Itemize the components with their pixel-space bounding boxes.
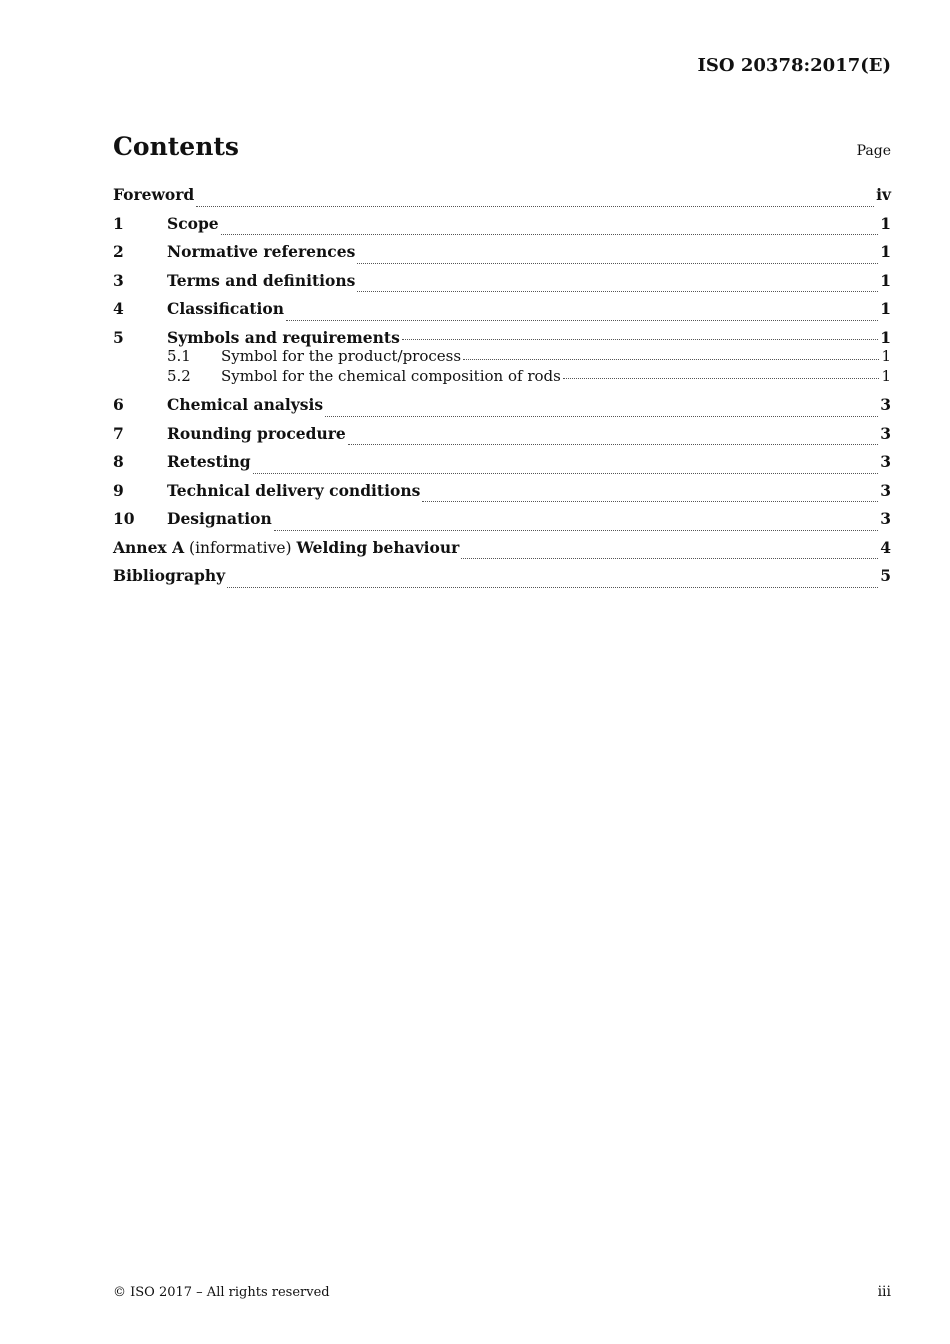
toc-entry-title: Terms and definitions <box>167 270 356 290</box>
dot-leader <box>325 415 878 417</box>
toc-entry-page: 1 <box>881 347 891 365</box>
dot-leader <box>563 377 880 379</box>
toc-entry-retesting[interactable] <box>113 452 891 481</box>
footer-page-number: iii <box>877 1284 891 1300</box>
toc-entry-title: Technical delivery conditions <box>167 480 421 500</box>
toc-entry-scope[interactable] <box>113 214 891 243</box>
dot-leader <box>253 472 879 474</box>
toc-entry-number: 9 <box>113 480 124 500</box>
toc-annex-label: Annex A <box>113 537 185 557</box>
toc-entry-page: 3 <box>880 423 891 443</box>
toc-entry-page: 1 <box>881 366 891 385</box>
toc-entry-page: 1 <box>880 242 891 261</box>
dot-leader <box>422 500 878 502</box>
dot-leader <box>461 557 878 559</box>
toc-entry-page: 3 <box>880 452 891 471</box>
dot-leader <box>348 443 878 445</box>
dot-leader <box>274 529 878 531</box>
toc-entry-title: Welding behaviour <box>296 537 460 557</box>
table-of-contents <box>113 185 891 595</box>
toc-entry-bibliography[interactable] <box>113 566 891 595</box>
toc-entry-number: 3 <box>113 270 124 290</box>
toc-entry-terms-and-definitions[interactable] <box>113 271 891 300</box>
toc-entry-number: 2 <box>113 242 124 261</box>
toc-entry-page: 4 <box>880 537 891 557</box>
toc-entry-number: 8 <box>113 452 124 471</box>
toc-entry-technical-delivery-conditions[interactable] <box>113 481 891 510</box>
document-reference: ISO 20378:2017(E) <box>697 55 891 76</box>
toc-entry-page: 1 <box>880 299 891 318</box>
dot-leader <box>286 319 878 321</box>
toc-entry-number: 5.2 <box>167 366 191 385</box>
page-column-label: Page <box>856 143 891 159</box>
toc-entry-annex-a[interactable] <box>113 538 891 567</box>
toc-entry-page: 1 <box>880 270 891 290</box>
dot-leader <box>227 586 878 588</box>
toc-entry-page: 3 <box>880 480 891 500</box>
toc-entry-number: 10 <box>113 509 135 528</box>
dot-leader <box>402 338 878 340</box>
toc-annex-type: (informative) <box>184 538 297 557</box>
toc-entry-number: 1 <box>113 213 124 233</box>
toc-subentry-chemical-composition[interactable] <box>113 367 891 387</box>
footer-copyright: © ISO 2017 – All rights reserved <box>113 1285 330 1300</box>
toc-entry-page: 1 <box>880 213 891 233</box>
toc-entry-designation[interactable] <box>113 509 891 538</box>
toc-entry-title: Chemical analysis <box>167 395 324 414</box>
toc-entry-title: Symbol for the product/process <box>221 347 462 365</box>
toc-entry-title: Retesting <box>167 452 251 471</box>
toc-entry-classification[interactable] <box>113 299 891 328</box>
toc-entry-title: Normative references <box>167 242 356 261</box>
toc-entry-page: 3 <box>880 509 891 528</box>
toc-entry-page: 3 <box>880 395 891 414</box>
dot-leader <box>221 233 879 235</box>
dot-leader <box>357 290 878 292</box>
toc-entry-number: 5.1 <box>167 347 191 365</box>
toc-entry-title: Symbols and requirements <box>167 327 400 347</box>
toc-entry-page: 1 <box>880 327 891 347</box>
toc-entry-title: Foreword <box>113 185 195 204</box>
toc-entry-title: Classification <box>167 299 285 318</box>
toc-entry-foreword[interactable] <box>113 185 891 214</box>
dot-leader <box>196 205 874 207</box>
toc-entry-number: 7 <box>113 423 124 443</box>
toc-entry-page: 5 <box>880 566 891 585</box>
toc-entry-title: Bibliography <box>113 566 226 585</box>
toc-entry-number: 4 <box>113 299 124 318</box>
toc-entry-rounding-procedure[interactable] <box>113 424 891 453</box>
toc-entry-number: 6 <box>113 395 124 414</box>
toc-entry-title: Designation <box>167 509 272 528</box>
dot-leader <box>463 358 879 360</box>
toc-entry-title: Rounding procedure <box>167 423 346 443</box>
toc-entry-title: Symbol for the chemical composition of rods <box>221 366 561 385</box>
toc-subentry-product-process[interactable] <box>113 347 891 367</box>
toc-entry-number: 5 <box>113 327 124 347</box>
toc-entry-page: iv <box>876 185 891 204</box>
toc-entry-normative-references[interactable] <box>113 242 891 271</box>
contents-title: Contents <box>113 132 240 161</box>
toc-entry-symbols-and-requirements[interactable] <box>113 328 891 348</box>
dot-leader <box>357 262 878 264</box>
toc-entry-chemical-analysis[interactable] <box>113 395 891 424</box>
toc-entry-title: Scope <box>167 213 219 233</box>
